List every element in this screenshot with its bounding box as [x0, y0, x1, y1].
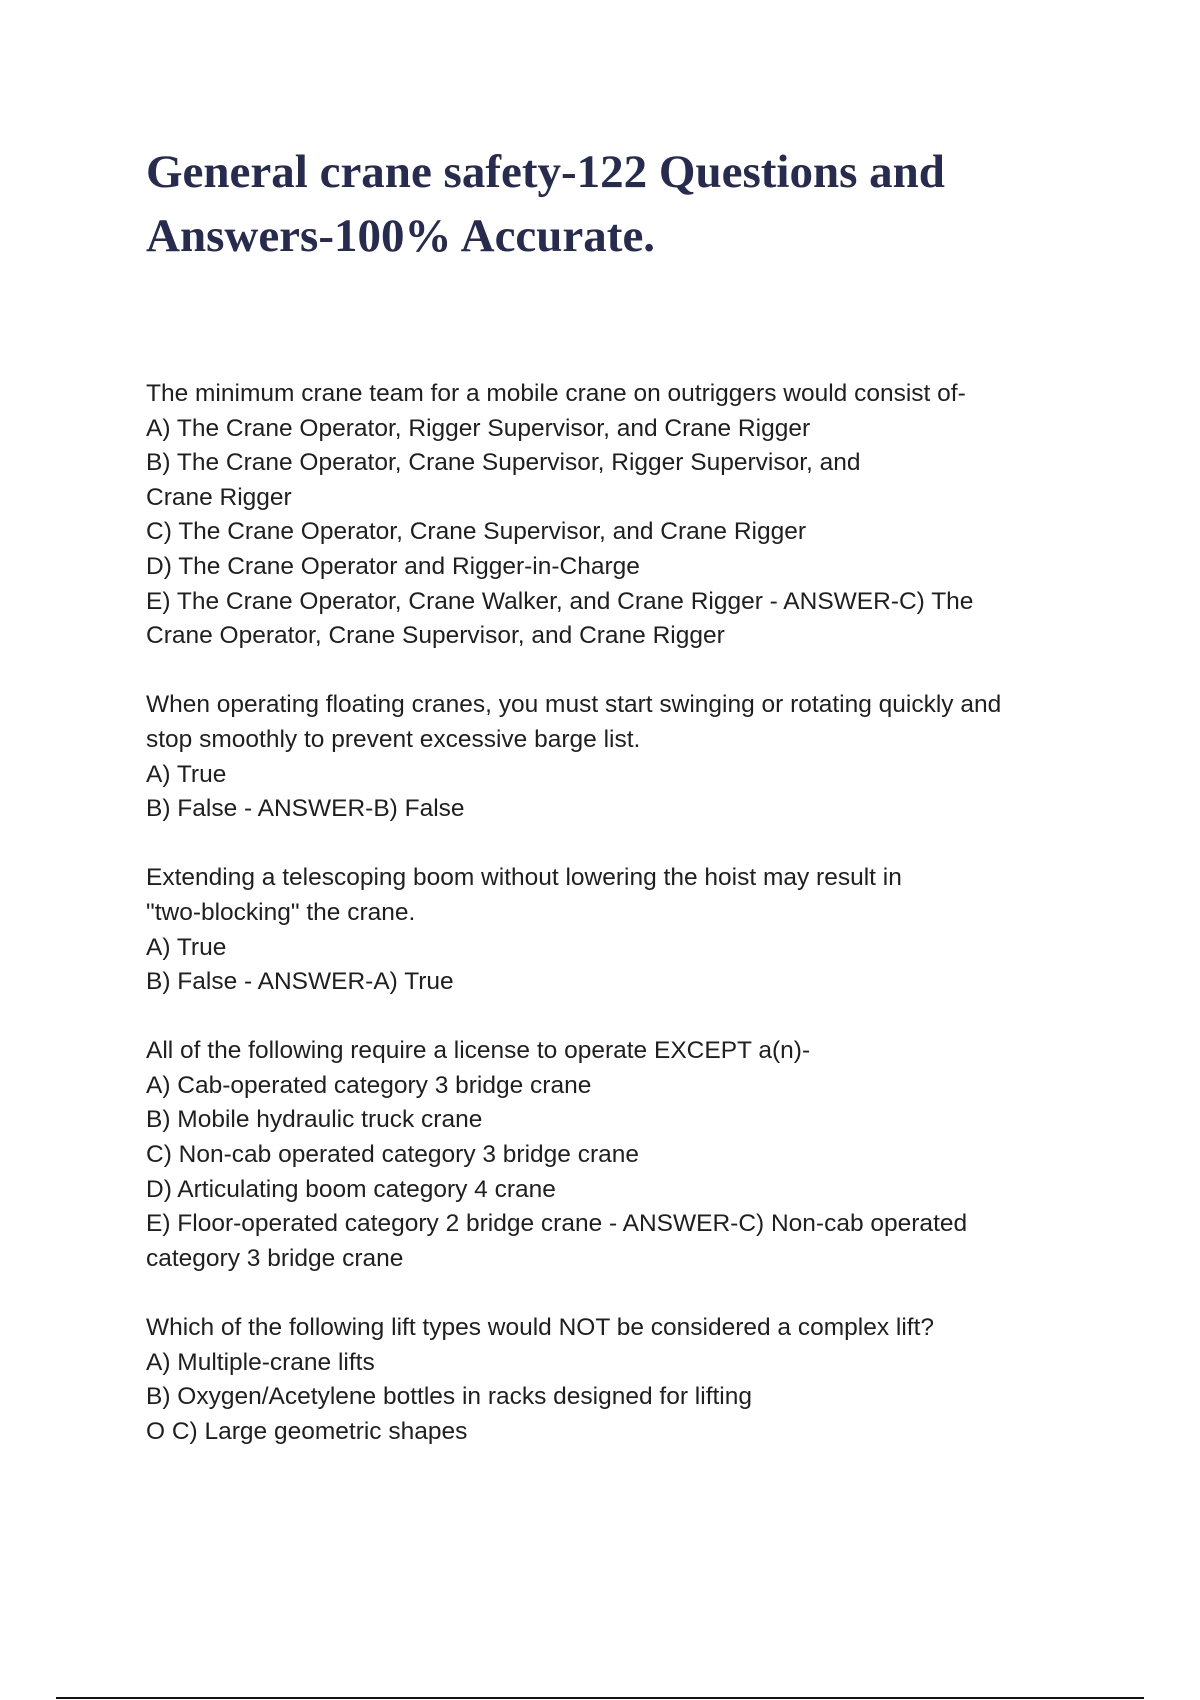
option-line: A) The Crane Operator, Rigger Supervisor, and Crane Rigger [146, 414, 811, 442]
question-text: When operating floating cranes, you must start swinging or rotating quickly and [146, 691, 1002, 719]
option-line: D) The Crane Operator and Rigger-in-Charge [146, 552, 640, 580]
question-text: The minimum crane team for a mobile crane on outriggers would consist of- [146, 380, 966, 407]
answer-line: Crane Operator, Crane Supervisor, and Crane Rigger [146, 622, 725, 650]
page-title [146, 140, 1106, 268]
option-line: A) Cab-operated category 3 bridge crane [146, 1071, 592, 1099]
option-line: B) The Crane Operator, Crane Supervisor, Rigger Supervisor, and [146, 449, 861, 477]
option-line: A) True [146, 760, 227, 788]
answer-line: E) The Crane Operator, Crane Walker, and Crane Rigger - ANSWER-C) The [146, 587, 974, 615]
question-text: stop smoothly to prevent excessive barge list. [146, 725, 641, 753]
question-block-4 [146, 1034, 1106, 1276]
question-block-5 [146, 1311, 1106, 1449]
question-text: Which of the following lift types would NOT be considered a complex lift? [146, 1314, 935, 1342]
option-line: D) Articulating boom category 4 crane [146, 1175, 556, 1203]
question-block-1 [146, 377, 1106, 654]
question-text: "two-blocking" the crane. [146, 898, 416, 926]
option-line: C) Non-cab operated category 3 bridge crane [146, 1141, 640, 1169]
answer-line: B) False - ANSWER-A) True [146, 968, 454, 996]
answer-line: B) False - ANSWER-B) False [146, 795, 465, 823]
question-text: All of the following require a license to operate EXCEPT a(n)- [146, 1037, 811, 1065]
answer-line: E) Floor-operated category 2 bridge crane - ANSWER-C) Non-cab operated [146, 1210, 968, 1238]
title-line-1: General crane safety-122 Questions and [146, 146, 945, 198]
option-line: B) Mobile hydraulic truck crane [146, 1106, 483, 1134]
answer-line: category 3 bridge crane [146, 1244, 404, 1272]
option-line: O C) Large geometric shapes [146, 1417, 468, 1445]
option-line: A) True [146, 933, 227, 961]
footer-divider [56, 1697, 1144, 1699]
question-text: Extending a telescoping boom without lowering the hoist may result in [146, 864, 902, 892]
option-line: A) Multiple-crane lifts [146, 1348, 375, 1376]
option-line: B) Oxygen/Acetylene bottles in racks designed for lifting [146, 1383, 753, 1411]
option-line: Crane Rigger [146, 483, 292, 511]
title-line-2: Answers-100% Accurate. [146, 210, 656, 262]
question-list [146, 377, 1106, 1484]
question-block-2 [146, 688, 1106, 826]
option-line: C) The Crane Operator, Crane Supervisor, and Crane Rigger [146, 518, 807, 546]
question-block-3 [146, 861, 1106, 999]
